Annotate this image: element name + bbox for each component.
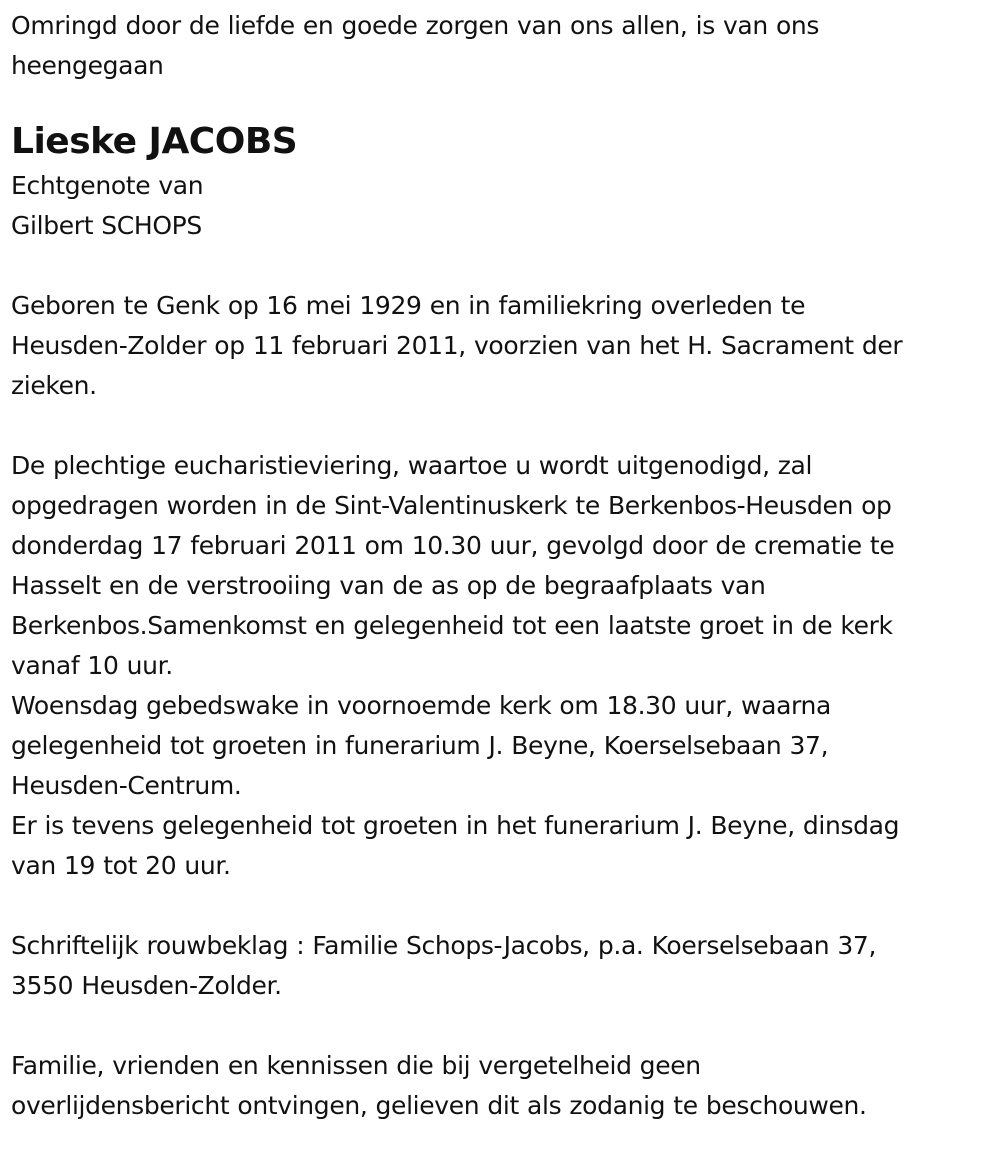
paragraph-spacer — [11, 1006, 990, 1046]
paragraph-spacer — [11, 406, 990, 446]
spouse-name: Gilbert SCHOPS — [11, 211, 202, 240]
spouse-paragraph — [11, 166, 990, 246]
intro-line: heengegaan — [11, 51, 164, 80]
ceremony-line: Hasselt en de verstrooiing van de as op de begraafplaats van — [11, 571, 766, 600]
closing-paragraph — [11, 1046, 990, 1126]
intro-paragraph — [11, 6, 990, 86]
ceremony-line: De plechtige eucharistieviering, waartoe u wordt uitgenodigd, zal — [11, 451, 813, 480]
paragraph-spacer — [11, 246, 990, 286]
birth-death-line: Geboren te Genk op 16 mei 1929 en in familiekring overleden te — [11, 291, 806, 320]
relation-label: Echtgenote van — [11, 171, 204, 200]
vigil-line: gelegenheid tot groeten in funerarium J. Beyne, Koerselsebaan 37, — [11, 731, 829, 760]
vigil-line: Heusden-Centrum. — [11, 771, 242, 800]
condolences-line: 3550 Heusden-Zolder. — [11, 971, 282, 1000]
paragraph-spacer — [11, 886, 990, 926]
visitation-line: Er is tevens gelegenheid tot groeten in het funerarium J. Beyne, dinsdag — [11, 811, 900, 840]
birth-death-line: Heusden-Zolder op 11 februari 2011, voorzien van het H. Sacrament der — [11, 331, 903, 360]
deceased-name: Lieske JACOBS — [11, 121, 298, 162]
birth-death-line: zieken. — [11, 371, 97, 400]
condolences-line: Schriftelijk rouwbeklag : Familie Schops-Jacobs, p.a. Koerselsebaan 37, — [11, 931, 877, 960]
closing-line: overlijdensbericht ontvingen, gelieven dit als zodanig te beschouwen. — [11, 1091, 867, 1120]
intro-line: Omringd door de liefde en goede zorgen van ons allen, is van ons — [11, 11, 820, 40]
closing-line: Familie, vrienden en kennissen die bij vergetelheid geen — [11, 1051, 701, 1080]
ceremony-line: vanaf 10 uur. — [11, 651, 173, 680]
condolences-paragraph — [11, 926, 990, 1006]
vigil-line: Woensdag gebedswake in voornoemde kerk om 18.30 uur, waarna — [11, 691, 831, 720]
ceremony-line: opgedragen worden in de Sint-Valentinuskerk te Berkenbos-Heusden op — [11, 491, 892, 520]
birth-death-paragraph — [11, 286, 990, 406]
ceremony-line: donderdag 17 februari 2011 om 10.30 uur, gevolgd door de crematie te — [11, 531, 895, 560]
ceremony-paragraph — [11, 446, 990, 886]
visitation-line: van 19 tot 20 uur. — [11, 851, 231, 880]
ceremony-line: Berkenbos.Samenkomst en gelegenheid tot een laatste groet in de kerk — [11, 611, 893, 640]
